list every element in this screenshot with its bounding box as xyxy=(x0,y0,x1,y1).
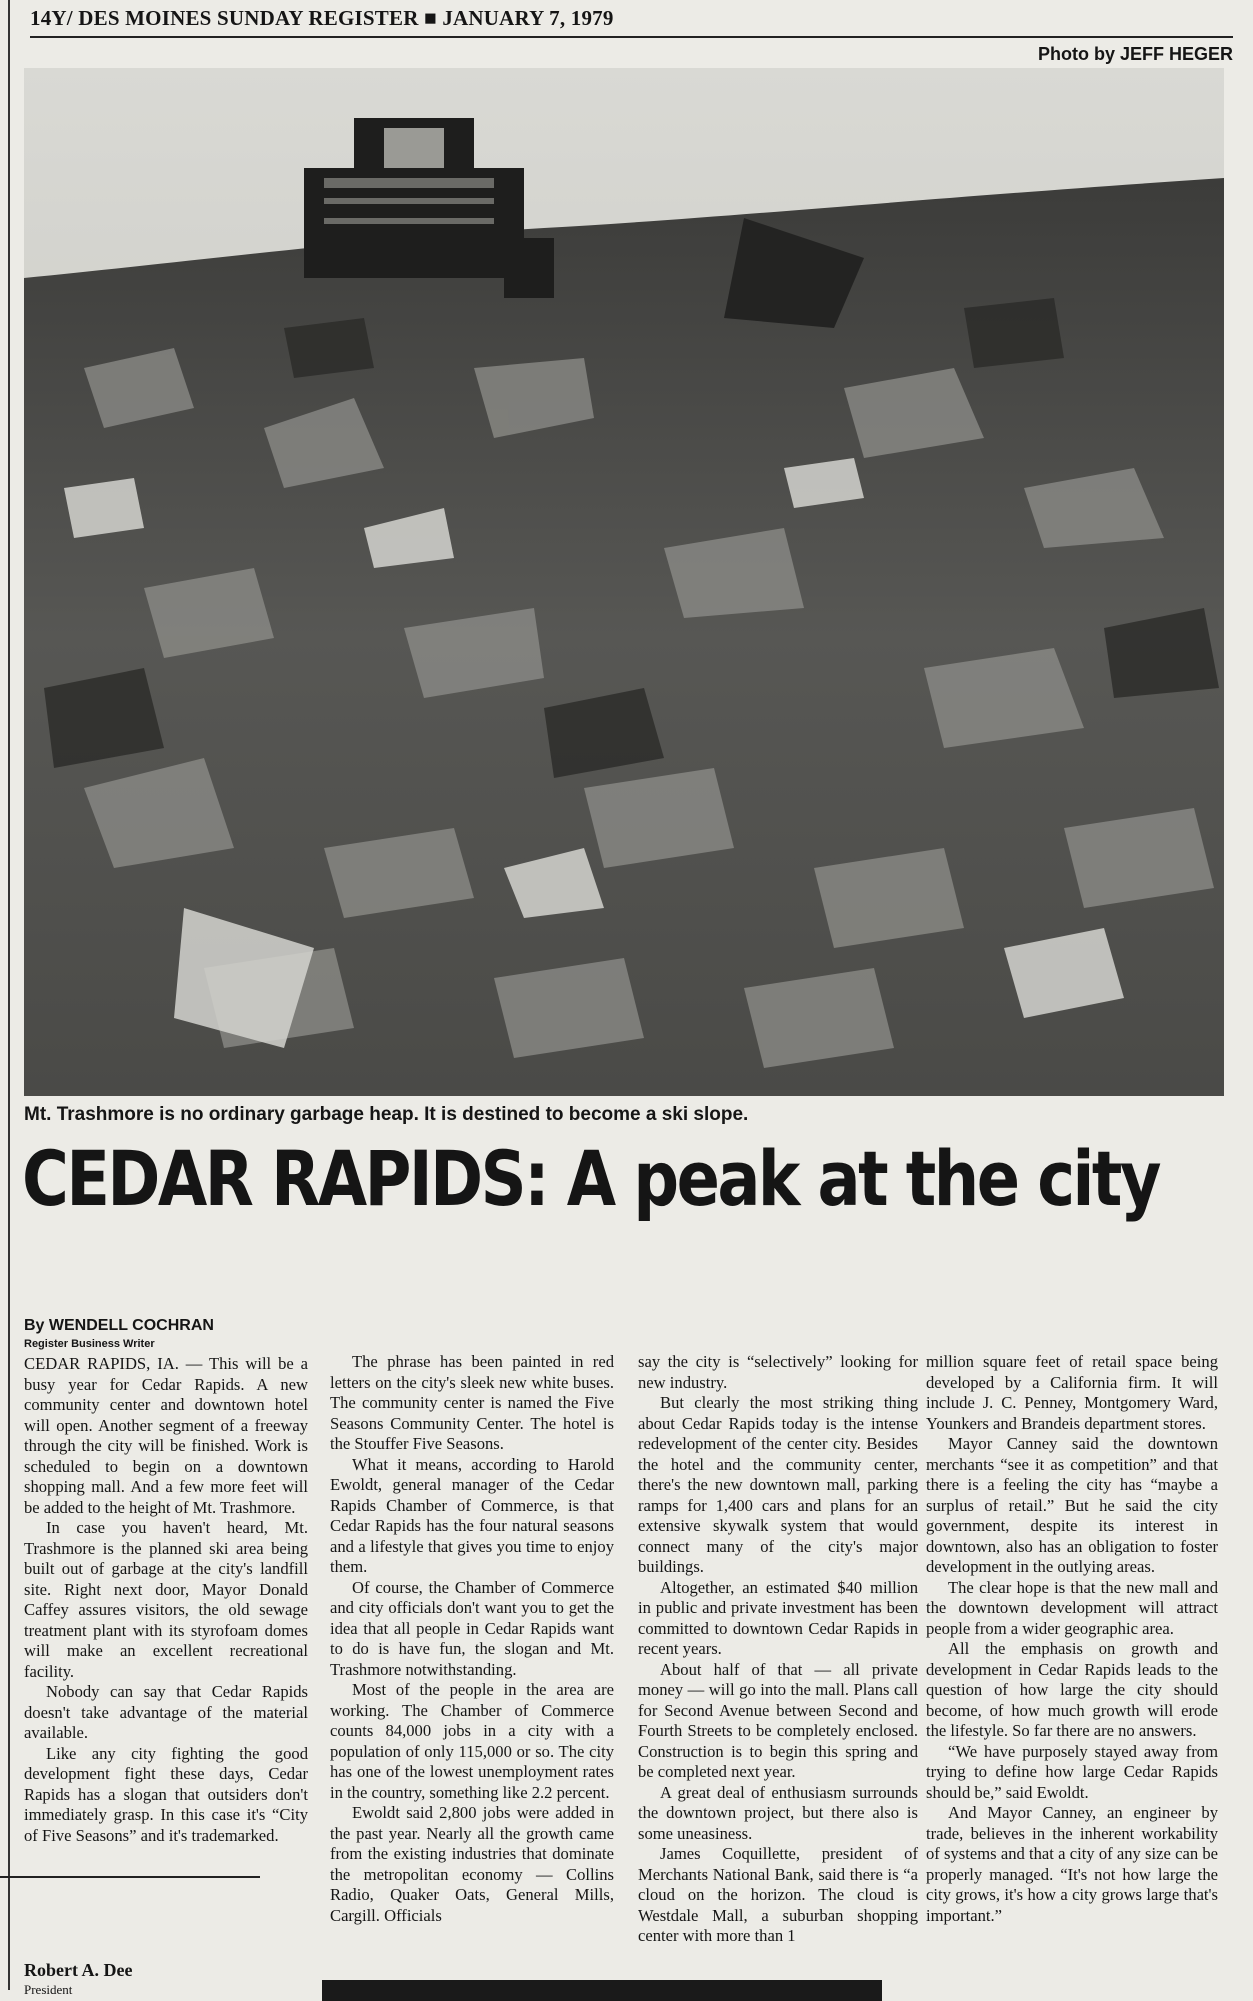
paragraph: The clear hope is that the new mall and the downtown development will attract people from a wider geographic area. xyxy=(926,1577,1218,1638)
paragraph: What it means, according to Harold Ewoldt, general manager of the Cedar Rapids Chamber of Commerce, is that Cedar Rapids has the four natural seasons and a lifestyle that gives you time to enjoy them. xyxy=(330,1454,614,1576)
divider xyxy=(0,1876,260,1878)
signature-name: Robert A. Dee xyxy=(24,1960,133,1980)
paragraph: James Coquillette, president of Merchants National Bank, said there is “a cloud on the horizon. The cloud is Westdale Mall, a suburban shopping center with more than 1 xyxy=(638,1844,918,1945)
paragraph: Of course, the Chamber of Commerce and city officials don't want you to get the idea that all people in Cedar Rapids want to do is have fun, the slogan and Mt. Trashmore notwithstanding. xyxy=(330,1577,614,1679)
paragraph: CEDAR RAPIDS, IA. — This will be a busy year for Cedar Rapids. A new community center and downtown hotel will open. Another segment of a freeway through the city will be finished. Work is scheduled to begin on a downtown shopping mall. And a few more feet will be added to the height of Mt. Trashmore. xyxy=(24,1354,308,1517)
paragraph: Altogether, an estimated $40 million in public and private investment has been committed to downtown Cedar Rapids in recent years. xyxy=(638,1577,918,1658)
paragraph: Like any city fighting the good development fight these days, Cedar Rapids has a slogan that outsiders don't immediately grasp. In this case it's “City of Five Seasons” and it's trademarked. xyxy=(24,1743,308,1845)
paragraph: And Mayor Canney, an engineer by trade, believes in the inherent workability of systems and that a city of any size can be properly managed. “It's not how large the city grows, it's how a city grows large that's important.” xyxy=(926,1803,1218,1925)
article-column-1 xyxy=(24,1354,308,1846)
paragraph: But clearly the most striking thing about Cedar Rapids today is the intense redevelopment of the center city. Besides the hotel and the community center, there's the new downtown mall, parking ramps for 1,400 cars and plans for an extensive skywalk system that would connect many of the city's major buildings. xyxy=(638,1393,918,1576)
byline-title: Register Business Writer xyxy=(24,1338,155,1350)
paragraph: A great deal of enthusiasm surrounds the downtown project, but there also is some uneasiness. xyxy=(638,1782,918,1843)
article-column-2 xyxy=(330,1352,614,1926)
paragraph: Ewoldt said 2,800 jobs were added in the past year. Nearly all the growth came from the existing industries that dominate the metropolitan economy — Collins Radio, Quaker Oats, General Mills, Cargill. Officials xyxy=(330,1803,614,1925)
headline: CEDAR RAPIDS: A peak at the city xyxy=(22,1134,1160,1223)
ad-banner xyxy=(322,1980,882,2001)
article-column-3 xyxy=(638,1352,918,1947)
photo-credit: Photo by JEFF HEGER xyxy=(1037,44,1233,64)
paragraph: In case you haven't heard, Mt. Trashmore is the planned ski area being built out of garbage at the city's landfill site. Right next door, Mayor Donald Caffey assures visitors, the old sewage treatment plant with its styrofoam domes will make an excellent recreational facility. xyxy=(24,1518,308,1681)
paragraph: say the city is “selectively” looking for new industry. xyxy=(638,1352,918,1392)
photo-caption: Mt. Trashmore is no ordinary garbage heap. It is destined to become a ski slope. xyxy=(24,1104,749,1125)
paragraph: The phrase has been painted in red letters on the city's sleek new white buses. The community center is named the Five Seasons Community Center. The hotel is the Stouffer Five Seasons. xyxy=(330,1352,614,1453)
byline: By WENDELL COCHRAN xyxy=(24,1317,214,1334)
signature-title: President xyxy=(24,1982,73,1997)
column-rule xyxy=(8,0,10,1990)
article-column-4 xyxy=(926,1352,1218,1926)
landfill-photo xyxy=(24,68,1224,1096)
paragraph: million square feet of retail space being developed by a California firm. It will include J. C. Penney, Montgomery Ward, Younkers and Brandeis department stores. xyxy=(926,1352,1218,1433)
paragraph: Most of the people in the area are working. The Chamber of Commerce counts 84,000 jobs in a city with a population of only 115,000 or so. The city has one of the lowest unemployment rates in the country, something like 2.2 percent. xyxy=(330,1680,614,1802)
paragraph: Nobody can say that Cedar Rapids doesn't take advantage of the material available. xyxy=(24,1682,308,1742)
paragraph: Mayor Canney said the downtown merchants “see it as competition” and that there is a feeling the city has “maybe a surplus of retail.” But he said the city government, despite its interest in downtown, also has an obligation to foster development in the outlying areas. xyxy=(926,1434,1218,1576)
paragraph: About half of that — all private money — will go into the mall. Plans call for Second Avenue between Second and Fourth Streets to be completely enclosed. Construction is to begin this spring and be completed next year. xyxy=(638,1659,918,1781)
paragraph: All the emphasis on growth and development in Cedar Rapids leads to the question of how large the city should become, of how much growth will erode the lifestyle. So far there are no answers. xyxy=(926,1639,1218,1740)
page-header: 14Y/ DES MOINES SUNDAY REGISTER ■ JANUARY 7, 1979 xyxy=(30,6,1233,38)
paragraph: “We have purposely stayed away from trying to define how large Cedar Rapids should be,” said Ewoldt. xyxy=(926,1741,1218,1802)
